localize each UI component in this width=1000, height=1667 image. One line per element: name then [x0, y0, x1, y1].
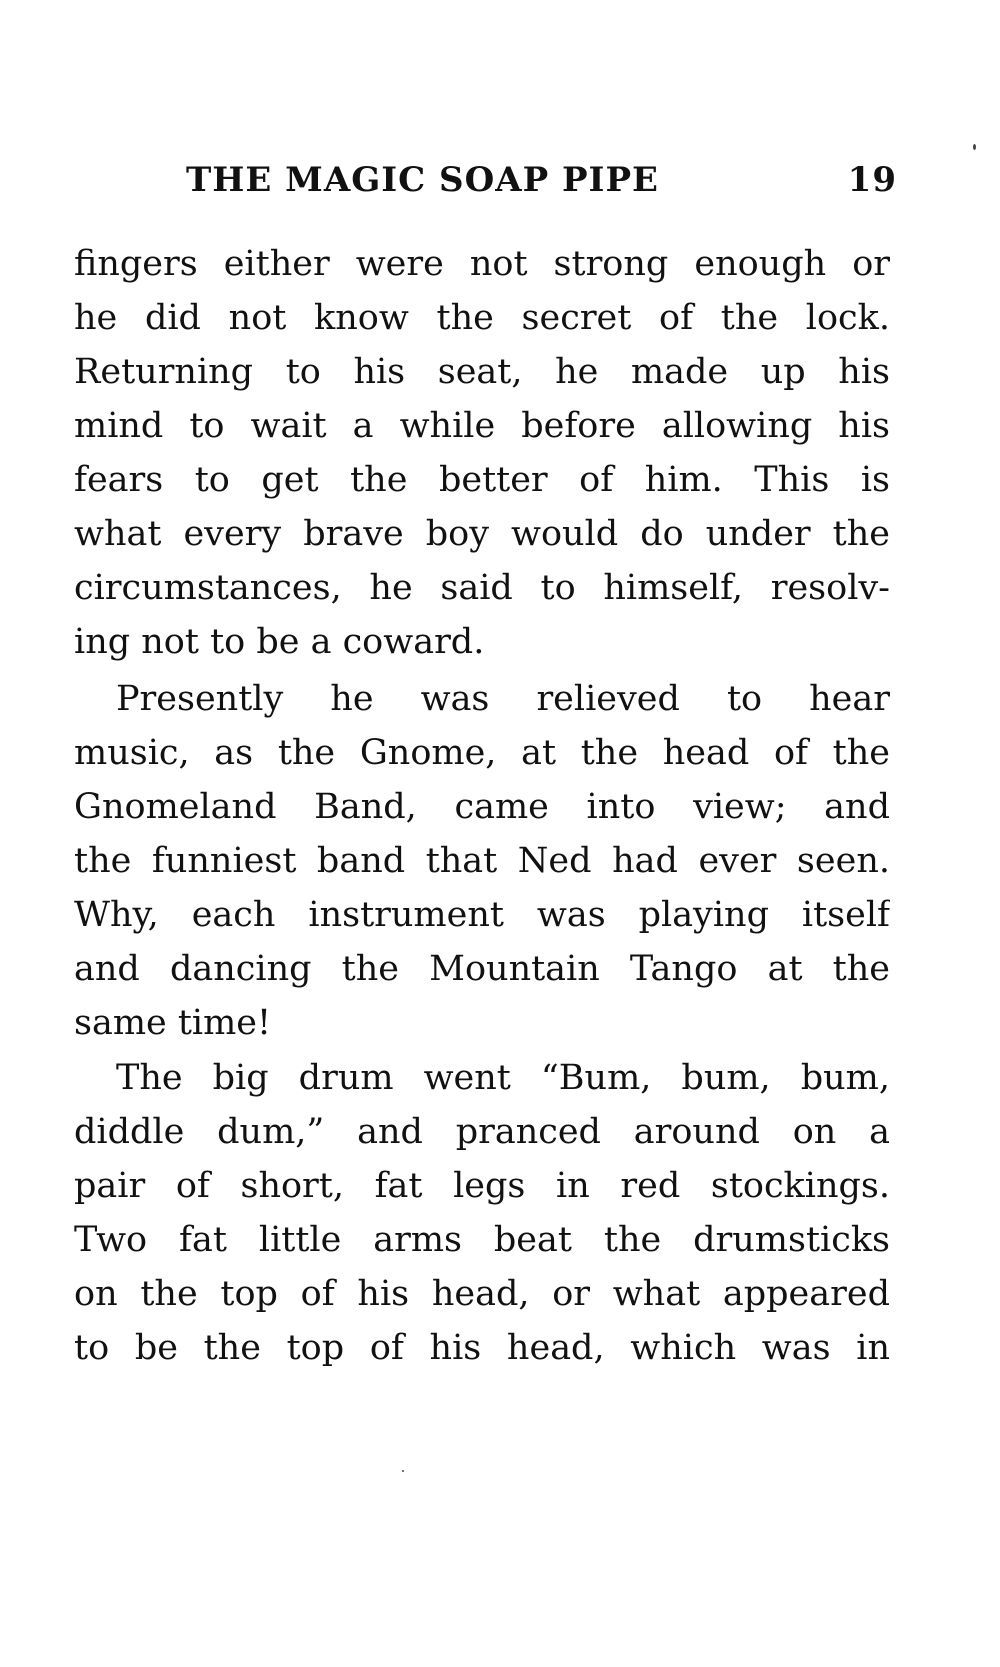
paragraph-first-line: Presently he was relieved to hear — [116, 679, 890, 719]
text-line: mind to wait a while before allowing his — [74, 406, 890, 446]
text-line: Returning to his seat, he made up his — [74, 352, 890, 392]
page-number: 19 — [847, 160, 897, 200]
text-line: ing not to be a coward. — [74, 622, 485, 662]
scan-speck — [973, 144, 976, 150]
text-line: music, as the Gnome, at the head of the — [74, 733, 890, 773]
text-line: pair of short, fat legs in red stockings. — [74, 1166, 890, 1206]
text-line: fears to get the better of him. This is — [74, 460, 890, 500]
text-line: Why, each instrument was playing itself — [74, 895, 890, 935]
text-line: on the top of his head, or what appeared — [74, 1274, 890, 1314]
text-line: what every brave boy would do under the — [74, 514, 890, 554]
text-line: to be the top of his head, which was in — [74, 1328, 890, 1368]
text-line: diddle dum,” and pranced around on a — [74, 1112, 890, 1152]
running-title: THE MAGIC SOAP PIPE — [186, 160, 659, 200]
text-line: Two fat little arms beat the drumsticks — [74, 1220, 890, 1260]
text-line: fingers either were not strong enough or — [74, 244, 890, 284]
running-head — [186, 160, 921, 206]
text-line: the funniest band that Ned had ever seen. — [74, 841, 890, 881]
scan-speck — [402, 1470, 404, 1472]
text-line: Gnomeland Band, came into view; and — [74, 787, 890, 827]
text-line: same time! — [74, 1003, 272, 1043]
paragraph-first-line: The big drum went “Bum, bum, bum, — [116, 1058, 890, 1098]
text-line: circumstances, he said to himself, resolv- — [74, 568, 890, 608]
text-line: and dancing the Mountain Tango at the — [74, 949, 890, 989]
text-line: he did not know the secret of the lock. — [74, 298, 890, 338]
